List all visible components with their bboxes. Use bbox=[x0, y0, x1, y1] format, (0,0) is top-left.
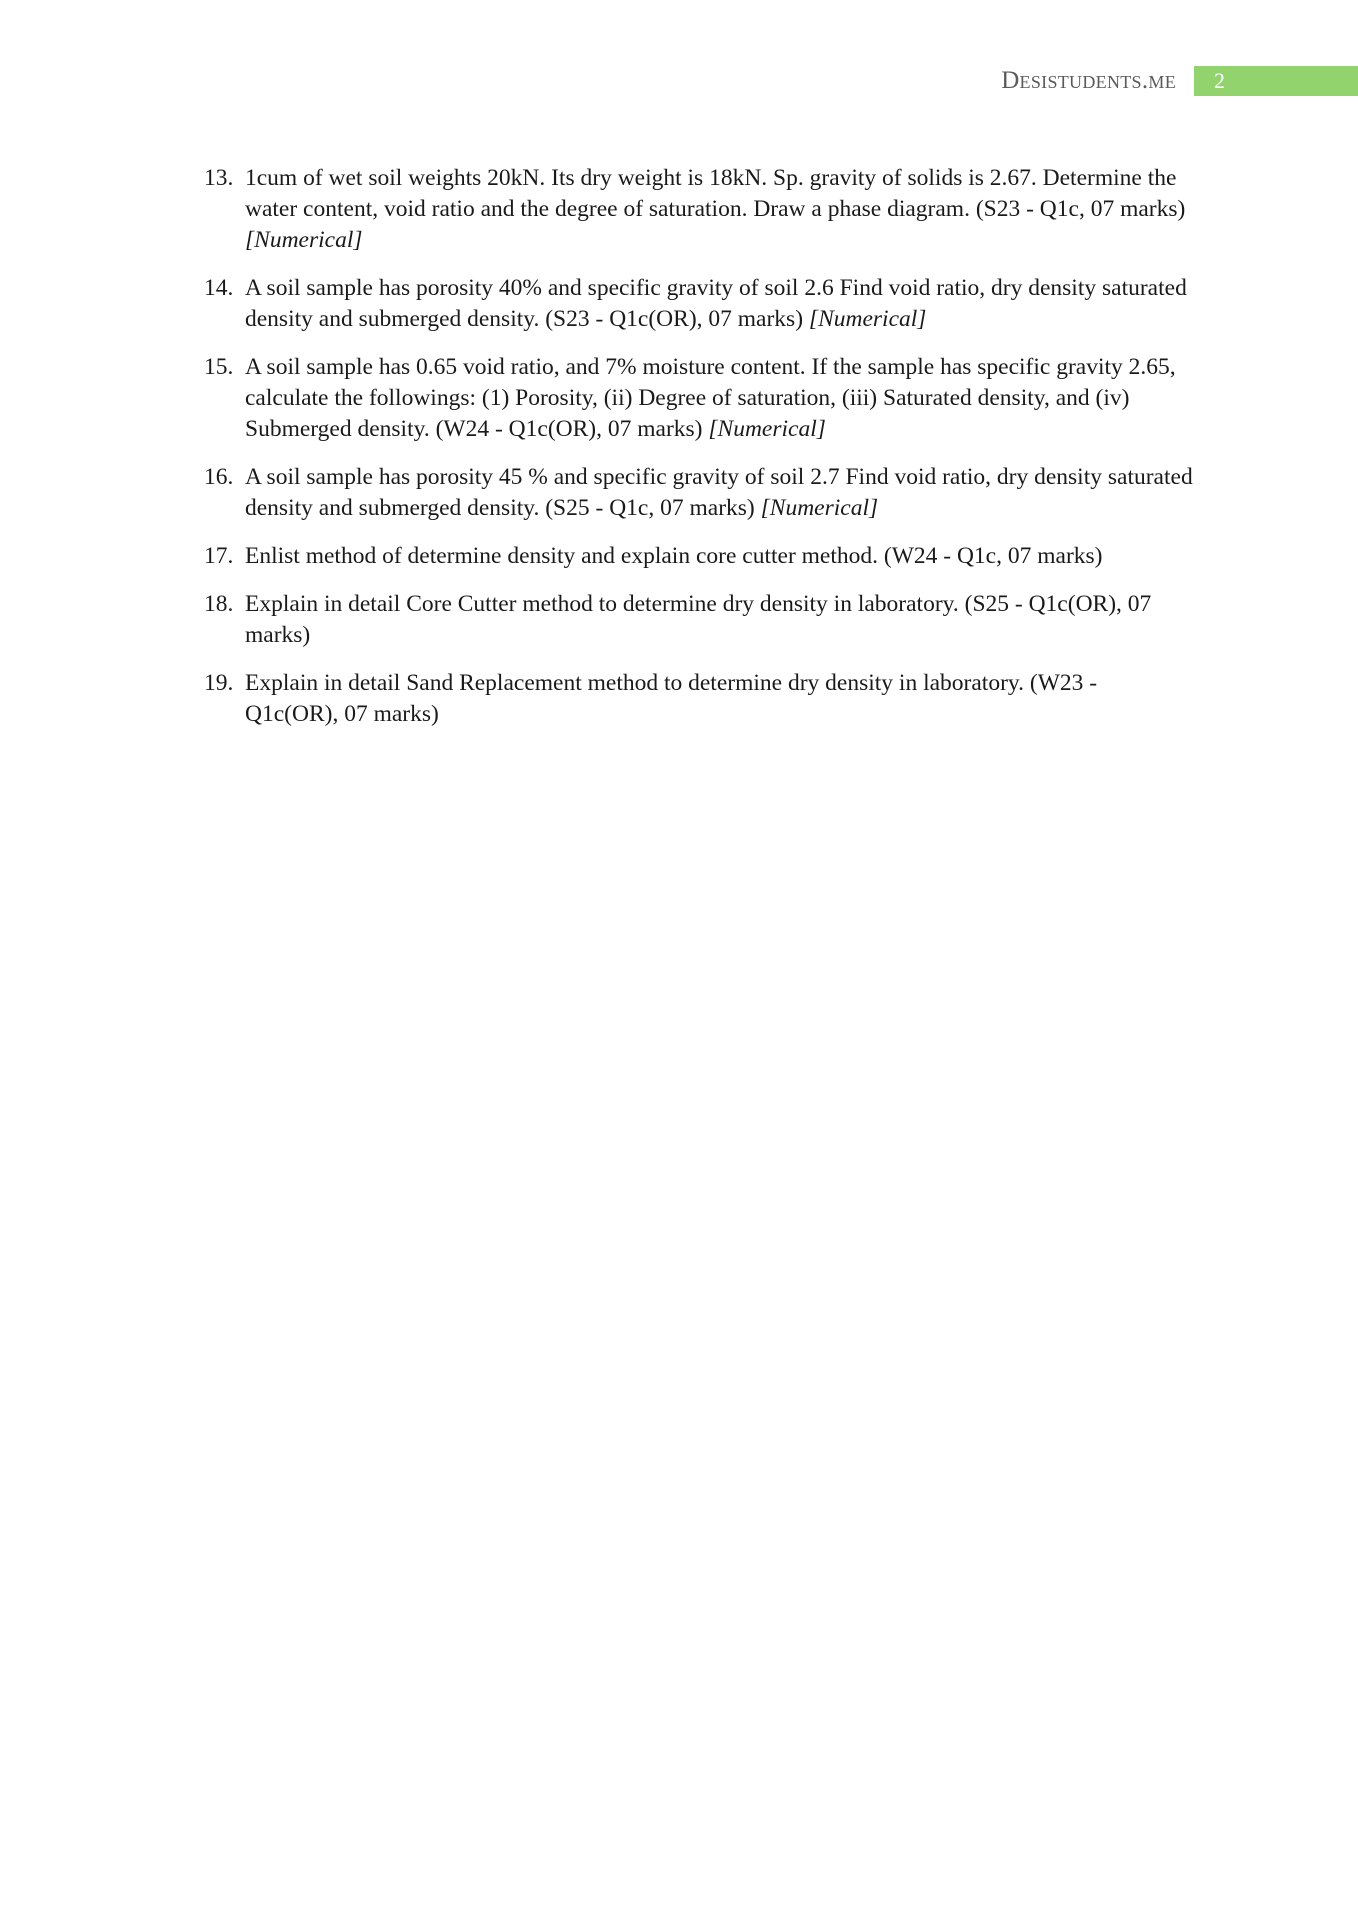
question-item bbox=[204, 352, 1194, 445]
question-number: 17. bbox=[204, 543, 234, 569]
page-number: 2 bbox=[1214, 68, 1225, 93]
question-text: Explain in detail Core Cutter method to determine dry density in laboratory. (S25 - Q1c(OR), 07 marks) bbox=[245, 591, 1152, 648]
question-item bbox=[204, 163, 1194, 256]
question-body bbox=[245, 589, 1194, 651]
site-name: Desistudents.me bbox=[1001, 67, 1176, 94]
question-item bbox=[204, 273, 1194, 335]
question-item bbox=[204, 589, 1194, 651]
question-tag: [Numerical] bbox=[708, 416, 826, 442]
question-text: A soil sample has porosity 40% and specific gravity of soil 2.6 Find void ratio, dry density saturated density and submerged density. (S23 - Q1c(OR), 07 marks) bbox=[245, 275, 1187, 332]
question-number: 14. bbox=[204, 275, 234, 301]
question-text: A soil sample has porosity 45 % and specific gravity of soil 2.7 Find void ratio, dry density saturated density and submerged density. (S25 - Q1c, 07 marks) bbox=[245, 464, 1193, 521]
question-item bbox=[204, 462, 1194, 524]
question-body bbox=[245, 462, 1194, 524]
page-number-box bbox=[1194, 66, 1358, 96]
page-header bbox=[1001, 66, 1358, 96]
question-item bbox=[204, 541, 1194, 572]
question-item bbox=[204, 668, 1194, 730]
question-body bbox=[245, 163, 1194, 256]
question-number: 15. bbox=[204, 354, 234, 380]
question-text: Explain in detail Sand Replacement method to determine dry density in laboratory. (W23 - Q1c(OR), 07 marks) bbox=[245, 670, 1098, 727]
question-number: 13. bbox=[204, 165, 234, 191]
question-body bbox=[245, 273, 1194, 335]
question-number: 19. bbox=[204, 670, 234, 696]
question-tag: [Numerical] bbox=[760, 495, 879, 521]
question-list bbox=[204, 163, 1194, 747]
question-body bbox=[245, 668, 1194, 730]
question-text: 1cum of wet soil weights 20kN. Its dry weight is 18kN. Sp. gravity of solids is 2.67. Determine the water content, void ratio and the degree of saturation. Draw a phase diagram. (S23 - Q1c, 07 marks) bbox=[245, 165, 1186, 222]
question-body bbox=[245, 352, 1194, 445]
question-text: A soil sample has 0.65 void ratio, and 7% moisture content. If the sample has specific gravity 2.65, calculate the followings: (1) Porosity, (ii) Degree of saturation, (iii) Saturated density, and (iv) Submerged density. (W24 - Q1c(OR), 07 marks) bbox=[245, 354, 1176, 442]
question-number: 18. bbox=[204, 591, 234, 617]
question-number: 16. bbox=[204, 464, 234, 490]
question-text: Enlist method of determine density and explain core cutter method. (W24 - Q1c, 07 marks) bbox=[245, 543, 1103, 569]
question-body bbox=[245, 541, 1194, 572]
question-tag: [Numerical] bbox=[808, 306, 927, 332]
question-tag: [Numerical] bbox=[245, 227, 363, 253]
